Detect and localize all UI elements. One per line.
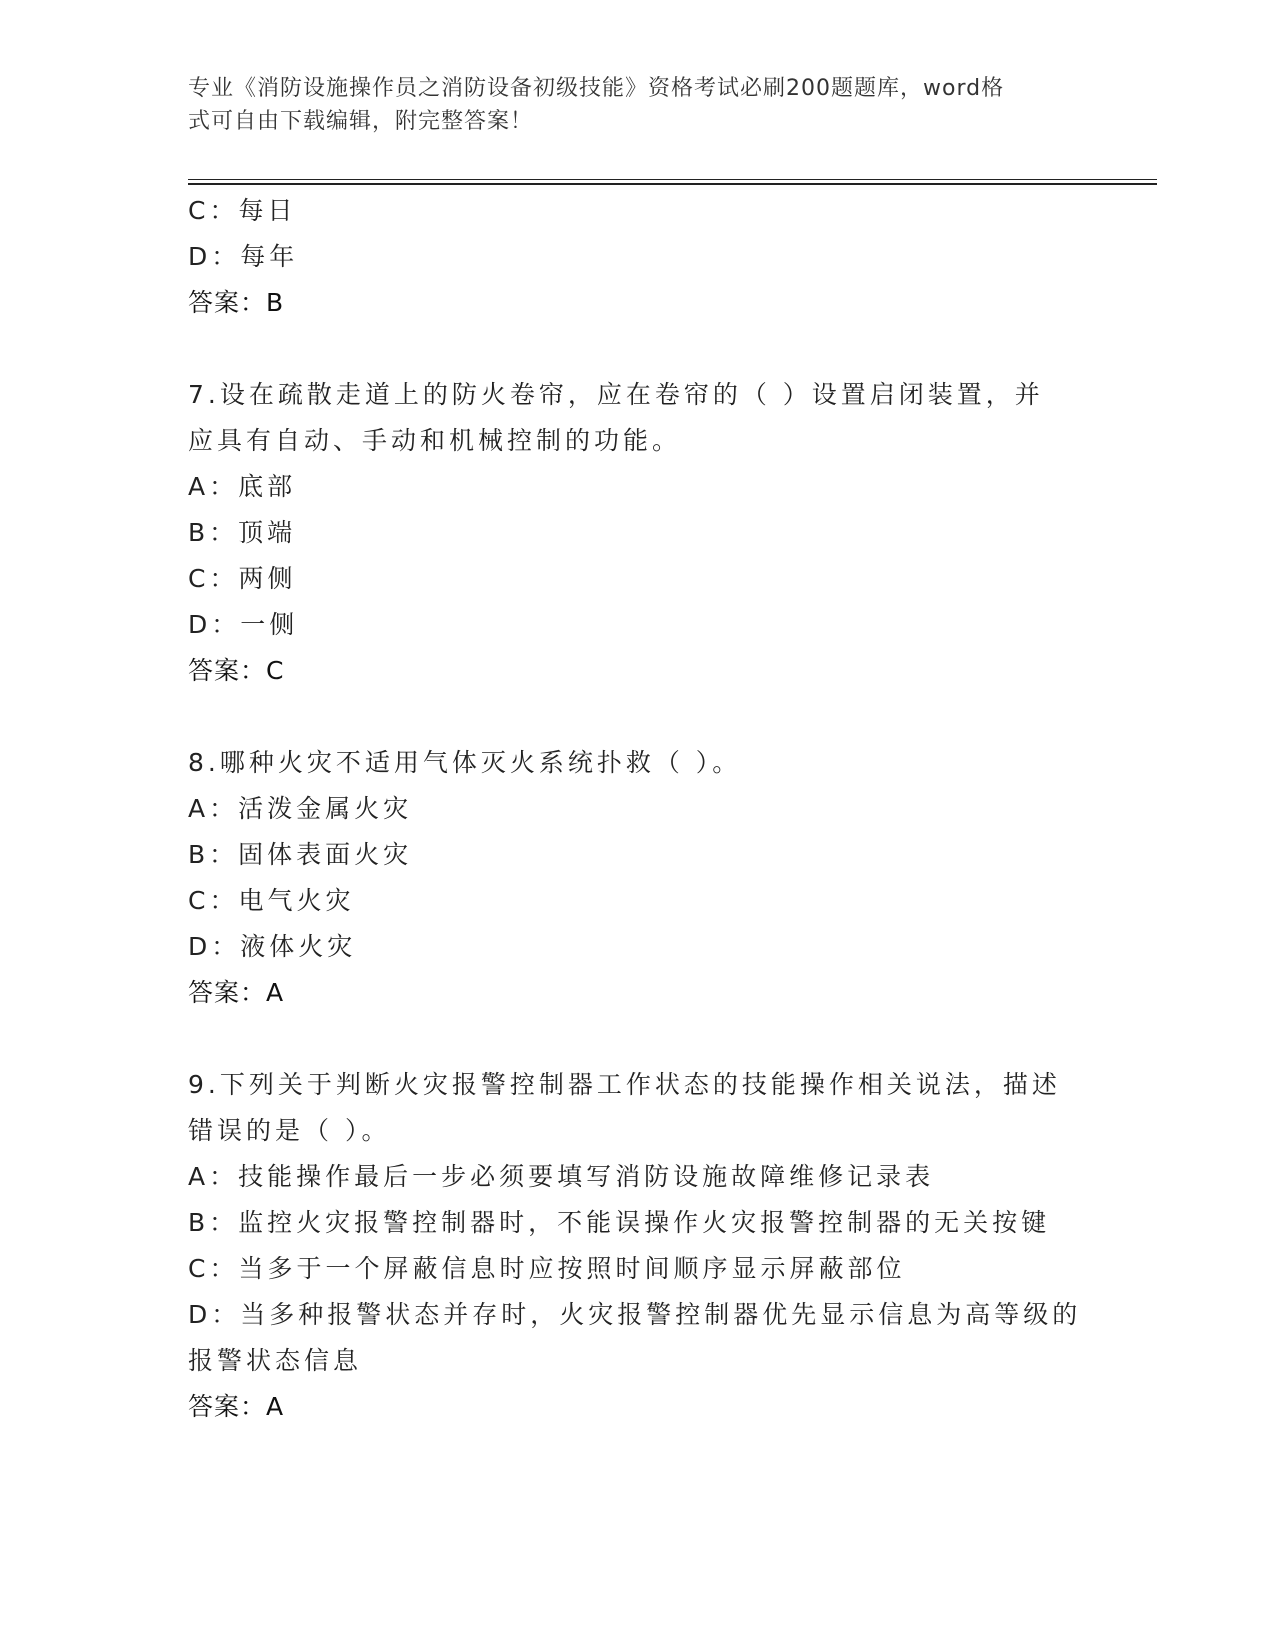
q9-answer: 答案：A — [188, 1392, 285, 1421]
q7-option-c: C：两侧 — [188, 564, 297, 593]
q7-text-line-2: 应具有自动、手动和机械控制的功能。 — [188, 426, 682, 455]
spacer — [188, 326, 1088, 372]
q7-option-d: D：一侧 — [188, 610, 299, 639]
q8-text-line-1: 8.哪种火灾不适用气体灭火系统扑救（ ）。 — [188, 748, 742, 777]
q8-option-b: B：固体表面火灾 — [188, 840, 413, 869]
q9-option-d-line-1: D：当多种报警状态并存时，火灾报警控制器优先显示信息为高等级的 — [188, 1300, 1082, 1329]
q8-option-a: A：活泼金属火灾 — [188, 794, 413, 823]
q7-text-line-1: 7.设在疏散走道上的防火卷帘，应在卷帘的（ ）设置启闭装置，并 — [188, 380, 1044, 409]
question-6-tail — [188, 188, 1088, 326]
q6-answer: 答案：B — [188, 288, 285, 317]
q8-option-c: C：电气火灾 — [188, 886, 355, 915]
spacer — [188, 1016, 1088, 1062]
q8-answer: 答案：A — [188, 978, 285, 1007]
q6-option-d: D：每年 — [188, 242, 299, 271]
q9-option-d-line-2: 报警状态信息 — [188, 1346, 363, 1375]
q9-text-line-1: 9.下列关于判断火灾报警控制器工作状态的技能操作相关说法，描述 — [188, 1070, 1061, 1099]
header-line-1: 专业《消防设施操作员之消防设备初级技能》资格考试必刷200题题库，word格 — [188, 76, 1005, 101]
q9-option-a: A：技能操作最后一步必须要填写消防设施故障维修记录表 — [188, 1162, 935, 1191]
q7-answer: 答案：C — [188, 656, 285, 685]
header-divider-thin — [188, 179, 1157, 180]
spacer — [188, 694, 1088, 740]
q7-option-b: B：顶端 — [188, 518, 297, 547]
q9-option-c: C：当多于一个屏蔽信息时应按照时间顺序显示屏蔽部位 — [188, 1254, 906, 1283]
header-divider-thick — [188, 183, 1157, 185]
q6-option-c: C：每日 — [188, 196, 297, 225]
q9-text-line-2: 错误的是（ ）。 — [188, 1116, 391, 1145]
q9-option-b: B：监控火灾报警控制器时，不能误操作火灾报警控制器的无关按键 — [188, 1208, 1051, 1237]
header-line-2: 式可自由下载编辑，附完整答案！ — [188, 109, 534, 134]
question-8 — [188, 740, 1088, 1016]
document-header — [188, 72, 1088, 138]
q7-option-a: A：底部 — [188, 472, 297, 501]
question-9 — [188, 1062, 1088, 1430]
question-7 — [188, 372, 1088, 694]
question-list — [188, 188, 1088, 1430]
q8-option-d: D：液体火灾 — [188, 932, 357, 961]
